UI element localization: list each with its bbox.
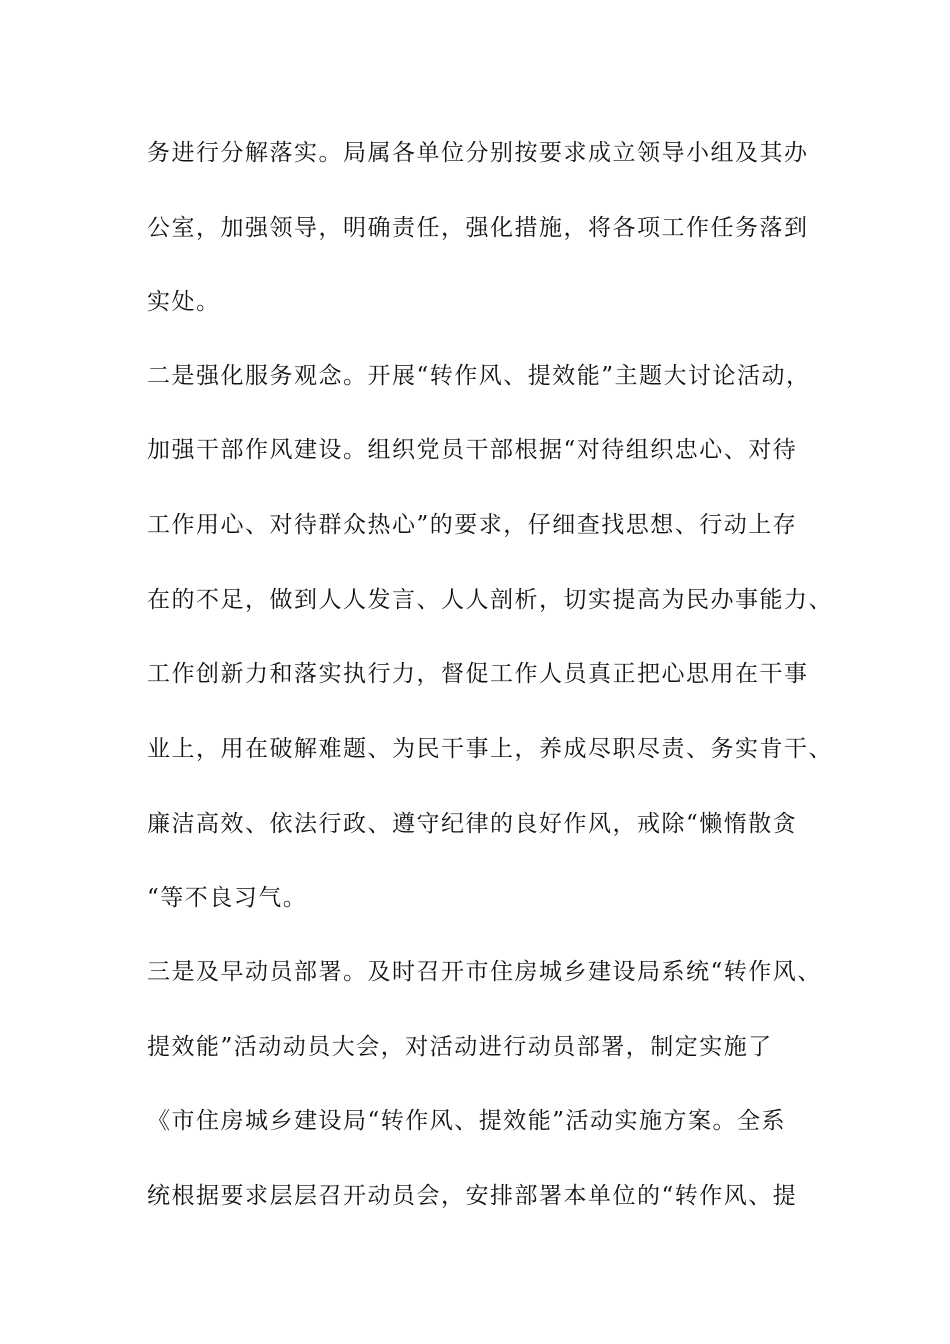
text-line: 公室，加强领导，明确责任，强化措施，将各项工作任务落到	[147, 215, 809, 241]
text-line: 廉洁高效、依法行政、遵守纪律的良好作风，戒除“懒惰散贪	[147, 811, 798, 837]
text-line: 统根据要求层层召开动员会，安排部署本单位的“转作风、提	[147, 1183, 798, 1209]
text-line: 《市住房城乡建设局“转作风、提效能”活动实施方案。全系	[147, 1108, 787, 1134]
text-line: 业上，用在破解难题、为民干事上，养成尽职尽责、务实肯干、	[147, 736, 833, 762]
text-line: 在的不足，做到人人发言、人人剖析，切实提高为民办事能力、	[147, 587, 833, 613]
text-line: 二是强化服务观念。开展“转作风、提效能”主题大讨论活动，	[147, 363, 811, 389]
text-line: 加强干部作风建设。组织党员干部根据“对待组织忠心、对待	[147, 437, 798, 463]
text-line: “等不良习气。	[147, 885, 308, 911]
text-line: 务进行分解落实。局属各单位分别按要求成立领导小组及其办	[147, 140, 809, 166]
text-line: 提效能”活动动员大会，对活动进行动员部署，制定实施了	[147, 1034, 773, 1060]
text-line: 三是及早动员部署。及时召开市住房城乡建设局系统“转作风、	[147, 959, 822, 985]
text-line: 实处。	[147, 289, 221, 315]
text-line: 工作用心、对待群众热心”的要求，仔细查找思想、行动上存	[147, 512, 798, 538]
text-line: 工作创新力和落实执行力，督促工作人员真正把心思用在干事	[147, 661, 809, 687]
